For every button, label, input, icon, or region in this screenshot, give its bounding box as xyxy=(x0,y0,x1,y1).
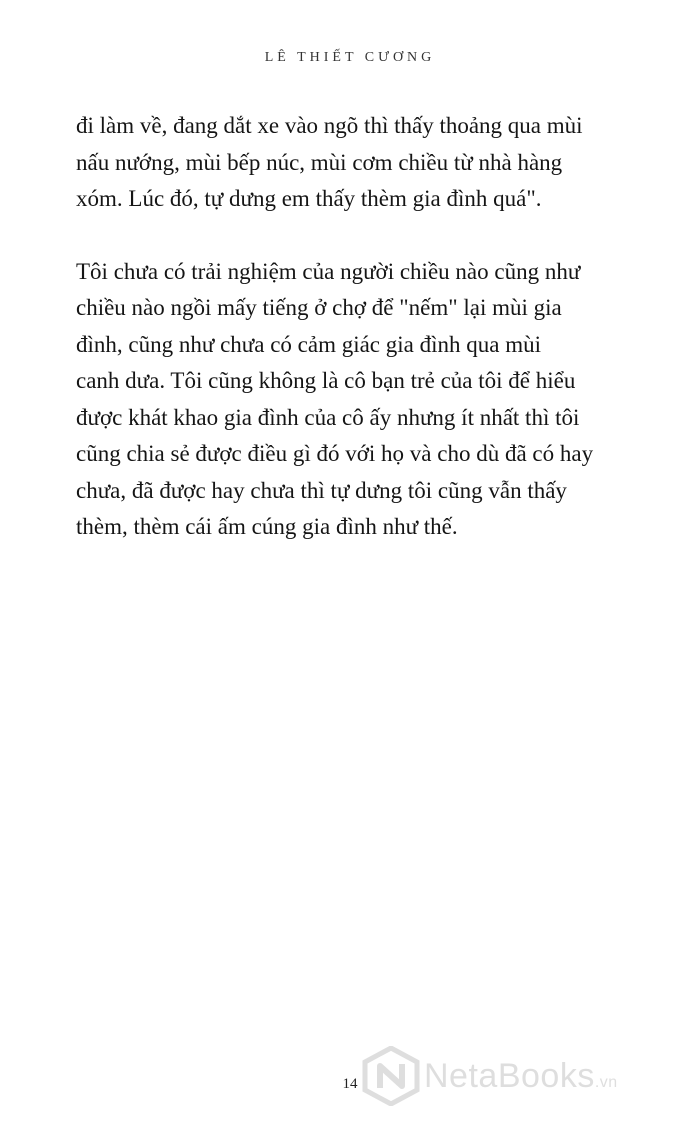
body-text xyxy=(76,108,636,546)
text-line: chưa, đã được hay chưa thì tự dưng tôi cũng vẫn thấy xyxy=(76,477,567,503)
text-line: chiều nào ngồi mấy tiếng ở chợ để "nếm" lại mùi gia xyxy=(76,295,562,320)
page-number: 14 xyxy=(342,1076,358,1092)
watermark-domain: .vn xyxy=(594,1073,618,1091)
paragraph-2 xyxy=(76,254,636,546)
paragraph-1 xyxy=(76,108,636,218)
watermark-text xyxy=(424,1057,618,1096)
text-line: đi làm về, đang dắt xe vào ngõ thì thấy thoảng qua mùi xyxy=(76,113,583,138)
text-line: xóm. Lúc đó, tự dưng em thấy thèm gia đình quá". xyxy=(76,186,542,211)
text-line: đình, cũng như chưa có cảm giác gia đình qua mùi xyxy=(76,331,541,357)
netabooks-watermark xyxy=(362,1046,692,1106)
text-line: cũng chia sẻ được điều gì đó với họ và cho dù đã có hay xyxy=(76,441,594,466)
text-line: được khát khao gia đình của cô ấy nhưng ít nhất thì tôi xyxy=(76,404,580,430)
text-line: canh dưa. Tôi cũng không là cô bạn trẻ của tôi để hiểu xyxy=(76,368,576,393)
running-head-title: LÊ THIẾT CƯƠNG xyxy=(264,50,436,65)
text-line: nấu nướng, mùi bếp núc, mùi cơm chiều từ nhà hàng xyxy=(76,149,563,175)
paragraph-spacer xyxy=(76,218,636,254)
watermark-brand: NetaBooks xyxy=(424,1056,595,1095)
netabooks-logo-icon xyxy=(362,1046,420,1106)
text-line: Tôi chưa có trải nghiệm của người chiều nào cũng như xyxy=(76,258,581,284)
text-line: thèm, thèm cái ấm cúng gia đình như thế. xyxy=(76,514,458,539)
